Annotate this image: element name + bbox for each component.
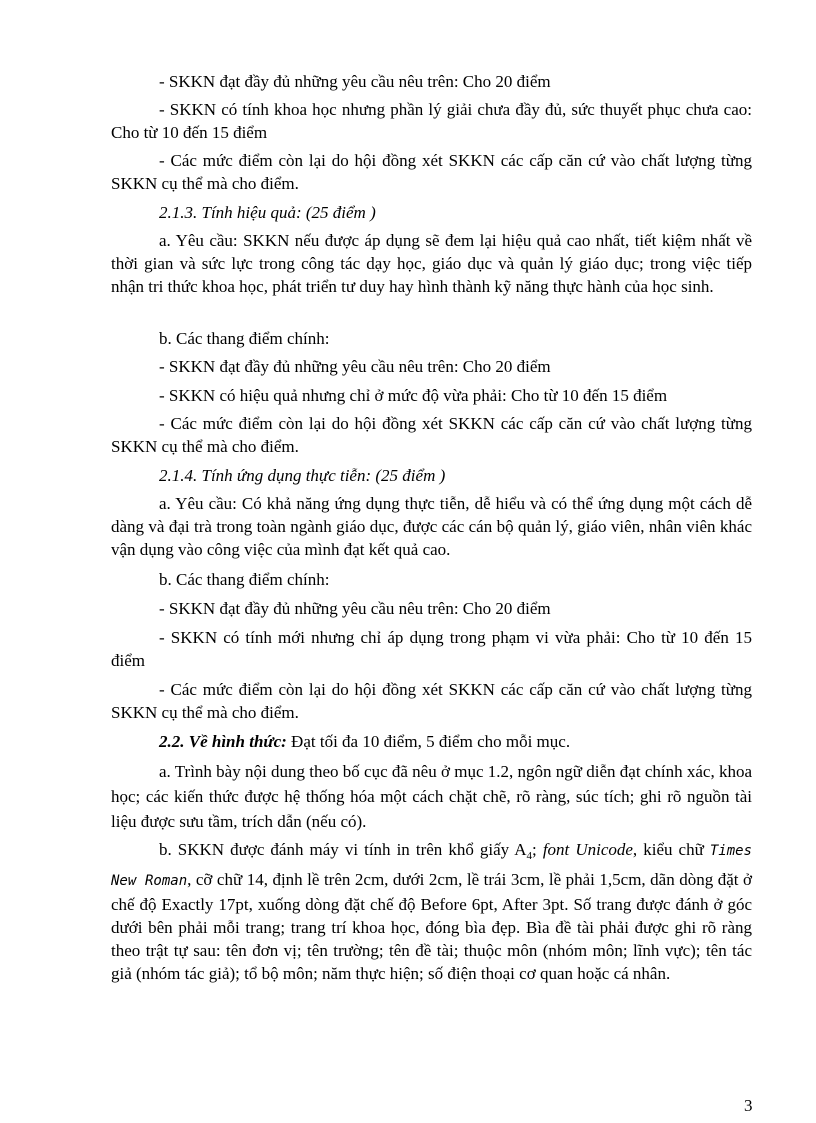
paragraph: - Các mức điểm còn lại do hội đồng xét SKKN các cấp căn cứ vào chất lượng từng SKKN cụ thể mà cho điểm.: [111, 680, 752, 722]
paragraph: b. Các thang điểm chính:: [159, 329, 330, 348]
paragraph: - SKKN có tính mới nhưng chỉ áp dụng trong phạm vi vừa phải: Cho từ 10 đến 15 điểm: [111, 628, 752, 670]
paragraph: b. Các thang điểm chính:: [159, 570, 330, 589]
paragraph: - Các mức điểm còn lại do hội đồng xét SKKN các cấp căn cứ vào chất lượng từng SKKN cụ thể mà cho điểm.: [111, 414, 752, 456]
section-heading-2-2: [111, 730, 752, 753]
heading-text: Đạt tối đa 10 điểm, 5 điểm cho mỗi mục.: [286, 732, 571, 751]
paragraph: - SKKN có tính khoa học nhưng phần lý giải chưa đầy đủ, sức thuyết phục chưa cao: Cho từ 10 đến 15 điểm: [111, 100, 752, 142]
paragraph: b. SKKN được đánh máy vi tính in trên khổ giấy $A_4$; font Unicode, kiểu chữ Times New Roman, cỡ chữ 14, định lề trên 2cm, dưới 2cm, lề trái 3cm, lề phải 1,5cm, dãn dòng đặt ở chế độ Exactly 17pt, xuống dòng đặt chế độ Before 6pt, After 3pt. Số trang được đánh ở góc dưới bên phải mỗi trang; trang trí khoa học, đóng bìa đẹp. Bìa đề tài phải được ghi rõ ràng theo trật tự sau: tên đơn vị; tên trường; tên đề tài; thuộc môn (nhóm môn; lĩnh vực); tên tác giả (nhóm tác giả); tổ bộ môn; năm thực hiện; số điện thoại cơ quan hoặc cá nhân.: [111, 840, 753, 983]
section-heading-2-1-4: 2.1.4. Tính ứng dụng thực tiễn: (25 điểm ): [159, 466, 446, 485]
paper-size: $A_4$: [514, 840, 533, 862]
page-number: 3: [744, 1096, 753, 1115]
paragraph: a. Yêu cầu: Có khả năng ứng dụng thực tiễn, dễ hiểu và có thể ứng dụng một cách dễ dàng và đại trà trong toàn ngành giáo dục, được các cán bộ quản lý, giáo viên, nhân viên khác vận dụng vào công việc của mình đạt kết quả cao.: [111, 494, 752, 559]
paragraph: - Các mức điểm còn lại do hội đồng xét SKKN các cấp căn cứ vào chất lượng từng SKKN cụ thể mà cho điểm.: [111, 151, 752, 193]
paragraph: - SKKN đạt đầy đủ những yêu cầu nêu trên: Cho 20 điểm: [159, 357, 551, 376]
font-label: font Unicode: [542, 840, 633, 859]
paragraph: - SKKN đạt đầy đủ những yêu cầu nêu trên: Cho 20 điểm: [159, 72, 551, 91]
heading-label: 2.2. Về hình thức:: [159, 732, 287, 751]
section-heading-2-1-3: 2.1.3. Tính hiệu quả: (25 điểm ): [159, 203, 376, 222]
paragraph: - SKKN đạt đầy đủ những yêu cầu nêu trên: Cho 20 điểm: [159, 599, 551, 618]
paragraph: - SKKN có hiệu quả nhưng chỉ ở mức độ vừa phải: Cho từ 10 đến 15 điểm: [159, 386, 668, 405]
paragraph: a. Trình bày nội dung theo bố cục đã nêu ở mục 1.2, ngôn ngữ diễn đạt chính xác, khoa học; các kiến thức được hệ thống hóa một cách chặt chẽ, rõ ràng, súc tích; ghi rõ nguồn tài liệu được sưu tầm, trích dẫn (nếu có).: [111, 762, 752, 831]
font-name: Times New Roman: [111, 843, 752, 889]
paragraph: a. Yêu cầu: SKKN nếu được áp dụng sẽ đem lại hiệu quả cao nhất, tiết kiệm nhất về thời gian và sức lực trong công tác dạy học, giáo dục và quản lý giáo dục; trong việc tiếp nhận tri thức khoa học, phát triển tư duy hay hình thành kỹ năng thực hành của học sinh.: [111, 231, 752, 296]
